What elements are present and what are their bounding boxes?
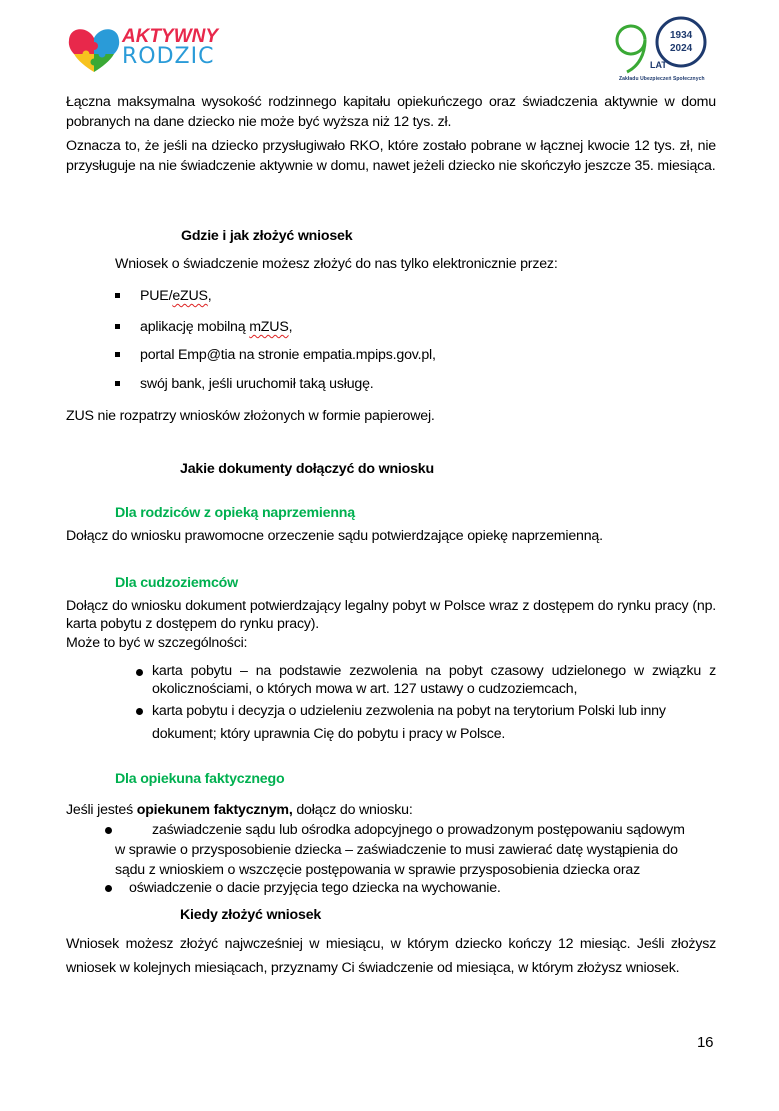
guardian-lead-bold: opiekunem faktycznym, — [136, 802, 293, 818]
lat-label: LAT — [650, 60, 667, 70]
item-text: karta pobytu – na podstawie zezwolenia na pobyt czasowy udzielonego w związku z okolicznościami, o których mowa w art. 127 ustawy o cudzoziemcach, — [152, 663, 716, 697]
spellcheck-flagged-word: mZUS — [249, 319, 289, 335]
square-bullet-icon — [115, 324, 120, 329]
logo-text-aktywny: AKTYWNY — [122, 26, 219, 47]
year-end: 2024 — [670, 43, 693, 54]
page-number: 16 — [697, 1034, 714, 1051]
aktywny-rodzic-logo — [66, 22, 226, 74]
zus-90-years-logo — [615, 14, 720, 84]
paper-form-note: ZUS nie rozpatrzy wniosków złożonych w formie papierowej. — [66, 408, 435, 424]
foreigners-text: Dołącz do wniosku dokument potwierdzający legalny pobyt w Polsce wraz z dostępem do rynku pracy (np. karta pobytu z dostępem do rynku pracy). — [66, 598, 716, 632]
item-text-continued: dokument; który uprawnia Cię do pobytu i pracy w Polsce. — [152, 726, 506, 742]
subheading-actual-guardian: Dla opiekuna faktycznego — [115, 771, 285, 787]
square-bullet-icon — [115, 293, 120, 298]
item-text-continued: w sprawie o przysposobienie dziecka – zaświadczenie to musi zawierać datę wystąpienia do — [115, 842, 678, 858]
round-bullet-icon — [105, 885, 112, 892]
item-text-continued: sądu z wnioskiem o wszczęcie postępowania w sprawie przysposobienia dziecka oraz — [115, 862, 640, 878]
foreigners-text-2: Może to być w szczególności: — [66, 635, 248, 651]
logo-text-rodzic: RODZIC — [122, 44, 215, 69]
when-text: Wniosek możesz złożyć najwcześniej w miesiącu, w którym dziecko kończy 12 miesiąc. Jeśli złożysz wniosek w kolejnych miesiącach, przyznamy Ci świadczenie od miesiąca, w którym złożysz wniosek. — [66, 936, 716, 976]
round-bullet-icon — [136, 669, 143, 676]
square-bullet-icon — [115, 352, 120, 357]
round-bullet-icon — [105, 827, 112, 834]
item-suffix: , — [288, 319, 293, 335]
year-start: 1934 — [670, 30, 693, 41]
item-text: aplikację mobilną — [140, 319, 250, 335]
item-text: portal Emp@tia na stronie empatia.mpips.gov.pl, — [140, 347, 436, 363]
item-text: zaświadczenie sądu lub ośrodka adopcyjnego o prowadzonym postępowaniu sądowym — [152, 822, 685, 838]
subheading-alternating-custody: Dla rodziców z opieką naprzemienną — [115, 505, 355, 521]
zus-caption: Zakładu Ubezpieczeń Społecznych — [619, 76, 705, 82]
item-text: swój bank, jeśli uruchomił taką usługę. — [140, 376, 374, 392]
intro-paragraph-1: Łączna maksymalna wysokość rodzinnego kapitału opiekuńczego oraz świadczenia aktywnie w domu pobranych na dane dziecko nie może być wyższa niż 12 tys. zł. — [66, 94, 716, 130]
item-text: PUE/ — [140, 288, 173, 304]
guardian-lead-suffix: dołącz do wniosku: — [292, 802, 413, 818]
alternating-custody-text: Dołącz do wniosku prawomocne orzeczenie sądu potwierdzające opiekę naprzemienną. — [66, 528, 603, 544]
puzzle-heart-icon — [66, 24, 122, 74]
guardian-lead — [66, 800, 413, 820]
round-bullet-icon — [136, 708, 143, 715]
section-heading-documents: Jakie dokumenty dołączyć do wniosku — [180, 461, 434, 477]
intro-paragraph-2: Oznacza to, że jeśli na dziecko przysługiwało RKO, które zostało pobrane w łącznej kwocie 12 tys. zł, nie przysługuje na nie świadczenie aktywnie w domu, nawet jeżeli dziecko nie skończyło jeszcze 35. miesiąca. — [66, 138, 716, 174]
item-text: karta pobytu i decyzja o udzieleniu zezwolenia na pobyt na terytorium Polski lub inny — [152, 703, 666, 719]
zus-90-emblem — [615, 14, 720, 76]
where-lead: Wniosek o świadczenie możesz złożyć do nas tylko elektronicznie przez: — [115, 256, 558, 272]
subheading-foreigners: Dla cudzoziemców — [115, 575, 238, 591]
guardian-lead-prefix: Jeśli jesteś — [66, 802, 137, 818]
item-suffix: , — [207, 288, 212, 304]
section-heading-when: Kiedy złożyć wniosek — [180, 907, 322, 923]
square-bullet-icon — [115, 381, 120, 386]
section-heading-where: Gdzie i jak złożyć wniosek — [181, 228, 353, 244]
spellcheck-flagged-word: eZUS — [172, 288, 208, 304]
item-text: oświadczenie o dacie przyjęcia tego dziecka na wychowanie. — [129, 880, 501, 896]
